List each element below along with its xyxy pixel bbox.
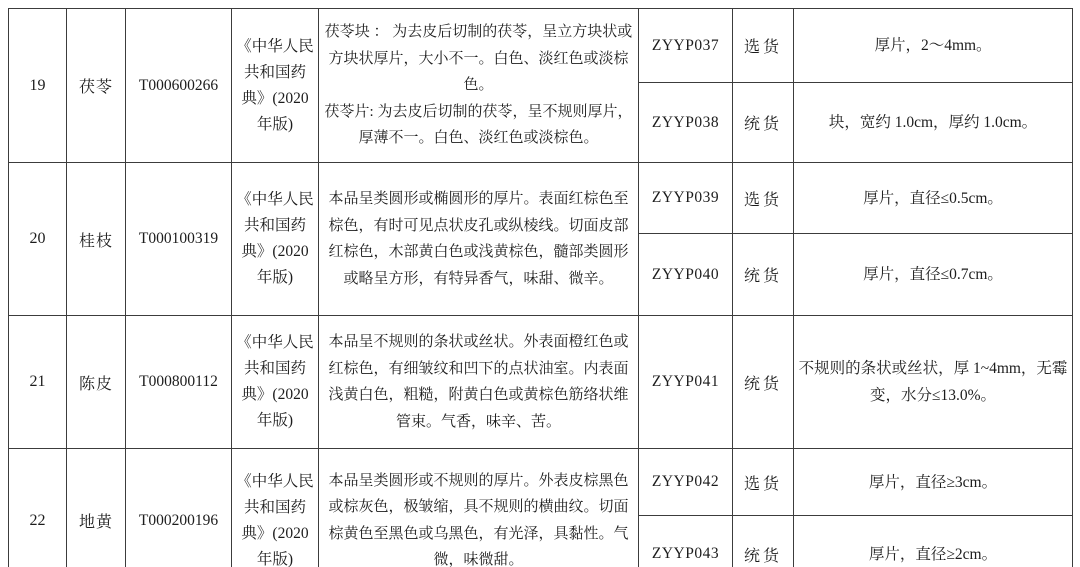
description-paragraph: 茯苓块 ： 为去皮后切制的茯苓，呈立方块状或方块状厚片，大小不一。白色、淡红色或淡棕色。 bbox=[324, 24, 633, 94]
spec-cell: 厚片，直径≤0.7cm。 bbox=[794, 234, 1073, 316]
spec-code-cell: ZYYP041 bbox=[639, 316, 733, 449]
standard-cell: 《中华人民共和国药典》(2020 年版) bbox=[232, 449, 319, 567]
standard-cell: 《中华人民共和国药典》(2020 年版) bbox=[232, 316, 319, 449]
description-cell bbox=[319, 316, 639, 449]
standard-cell: 《中华人民共和国药典》(2020 年版) bbox=[232, 163, 319, 316]
spec-cell: 不规则的条状或丝状，厚 1~4mm，无霉变，水分≤13.0%。 bbox=[794, 316, 1073, 449]
spec-code-cell: ZYYP042 bbox=[639, 449, 733, 516]
description-cell bbox=[319, 449, 639, 567]
spec-cell: 厚片，2～4mm。 bbox=[794, 9, 1073, 83]
grade-cell: 统货 bbox=[733, 516, 794, 567]
grade-cell: 统货 bbox=[733, 316, 794, 449]
spec-cell: 块，宽约 1.0cm，厚约 1.0cm。 bbox=[794, 83, 1073, 163]
medicine-code-cell: T000200196 bbox=[126, 449, 232, 567]
description-paragraph: 本品呈类圆形或椭圆形的厚片。表面红棕色至棕色，有时可见点状皮孔或纵棱线。切面皮部红棕色，木部黄白色或浅黄棕色，髓部类圆形或略呈方形，有特异香气，味甜、微辛。 bbox=[328, 191, 629, 287]
medicine-name-cell: 茯苓 bbox=[67, 9, 126, 163]
spec-cell: 厚片，直径≥3cm。 bbox=[794, 449, 1073, 516]
medicine-code-cell: T000800112 bbox=[126, 316, 232, 449]
medicine-spec-table bbox=[8, 8, 1073, 567]
grade-cell: 统货 bbox=[733, 83, 794, 163]
grade-cell: 选货 bbox=[733, 449, 794, 516]
standard-cell: 《中华人民共和国药典》(2020 年版) bbox=[232, 9, 319, 163]
description-paragraph: 本品呈类圆形或不规则的厚片。外表皮棕黑色或棕灰色，极皱缩，具不规则的横曲纹。切面棕黄色至黑色或乌黑色，有光泽，具黏性。气微，味微甜。 bbox=[328, 472, 629, 567]
spec-code-cell: ZYYP037 bbox=[639, 9, 733, 83]
row-number-cell: 22 bbox=[9, 449, 67, 567]
medicine-code-cell: T000100319 bbox=[126, 163, 232, 316]
medicine-name-cell: 地黄 bbox=[67, 449, 126, 567]
grade-cell: 统货 bbox=[733, 234, 794, 316]
medicine-name-cell: 桂枝 bbox=[67, 163, 126, 316]
medicine-name-cell: 陈皮 bbox=[67, 316, 126, 449]
row-number-cell: 21 bbox=[9, 316, 67, 449]
table-row bbox=[9, 9, 1073, 83]
table-row bbox=[9, 449, 1073, 516]
description-cell bbox=[319, 163, 639, 316]
spec-cell: 厚片，直径≥2cm。 bbox=[794, 516, 1073, 567]
description-cell bbox=[319, 9, 639, 163]
medicine-code-cell: T000600266 bbox=[126, 9, 232, 163]
description-paragraph: 本品呈不规则的条状或丝状。外表面橙红色或红棕色，有细皱纹和凹下的点状油室。内表面浅黄白色，粗糙，附黄白色或黄棕色筋络状维管束。气香，味辛、苦。 bbox=[328, 334, 629, 430]
row-number-cell: 20 bbox=[9, 163, 67, 316]
table-row bbox=[9, 316, 1073, 449]
grade-cell: 选货 bbox=[733, 163, 794, 234]
grade-cell: 选货 bbox=[733, 9, 794, 83]
table-row bbox=[9, 163, 1073, 234]
row-number-cell: 19 bbox=[9, 9, 67, 163]
spec-cell: 厚片，直径≤0.5cm。 bbox=[794, 163, 1073, 234]
spec-code-cell: ZYYP039 bbox=[639, 163, 733, 234]
spec-code-cell: ZYYP038 bbox=[639, 83, 733, 163]
spec-code-cell: ZYYP040 bbox=[639, 234, 733, 316]
spec-code-cell: ZYYP043 bbox=[639, 516, 733, 567]
description-paragraph: 茯苓片: 为去皮后切制的茯苓，呈不规则厚片，厚薄不一。白色、淡红色或淡棕色。 bbox=[324, 103, 633, 147]
